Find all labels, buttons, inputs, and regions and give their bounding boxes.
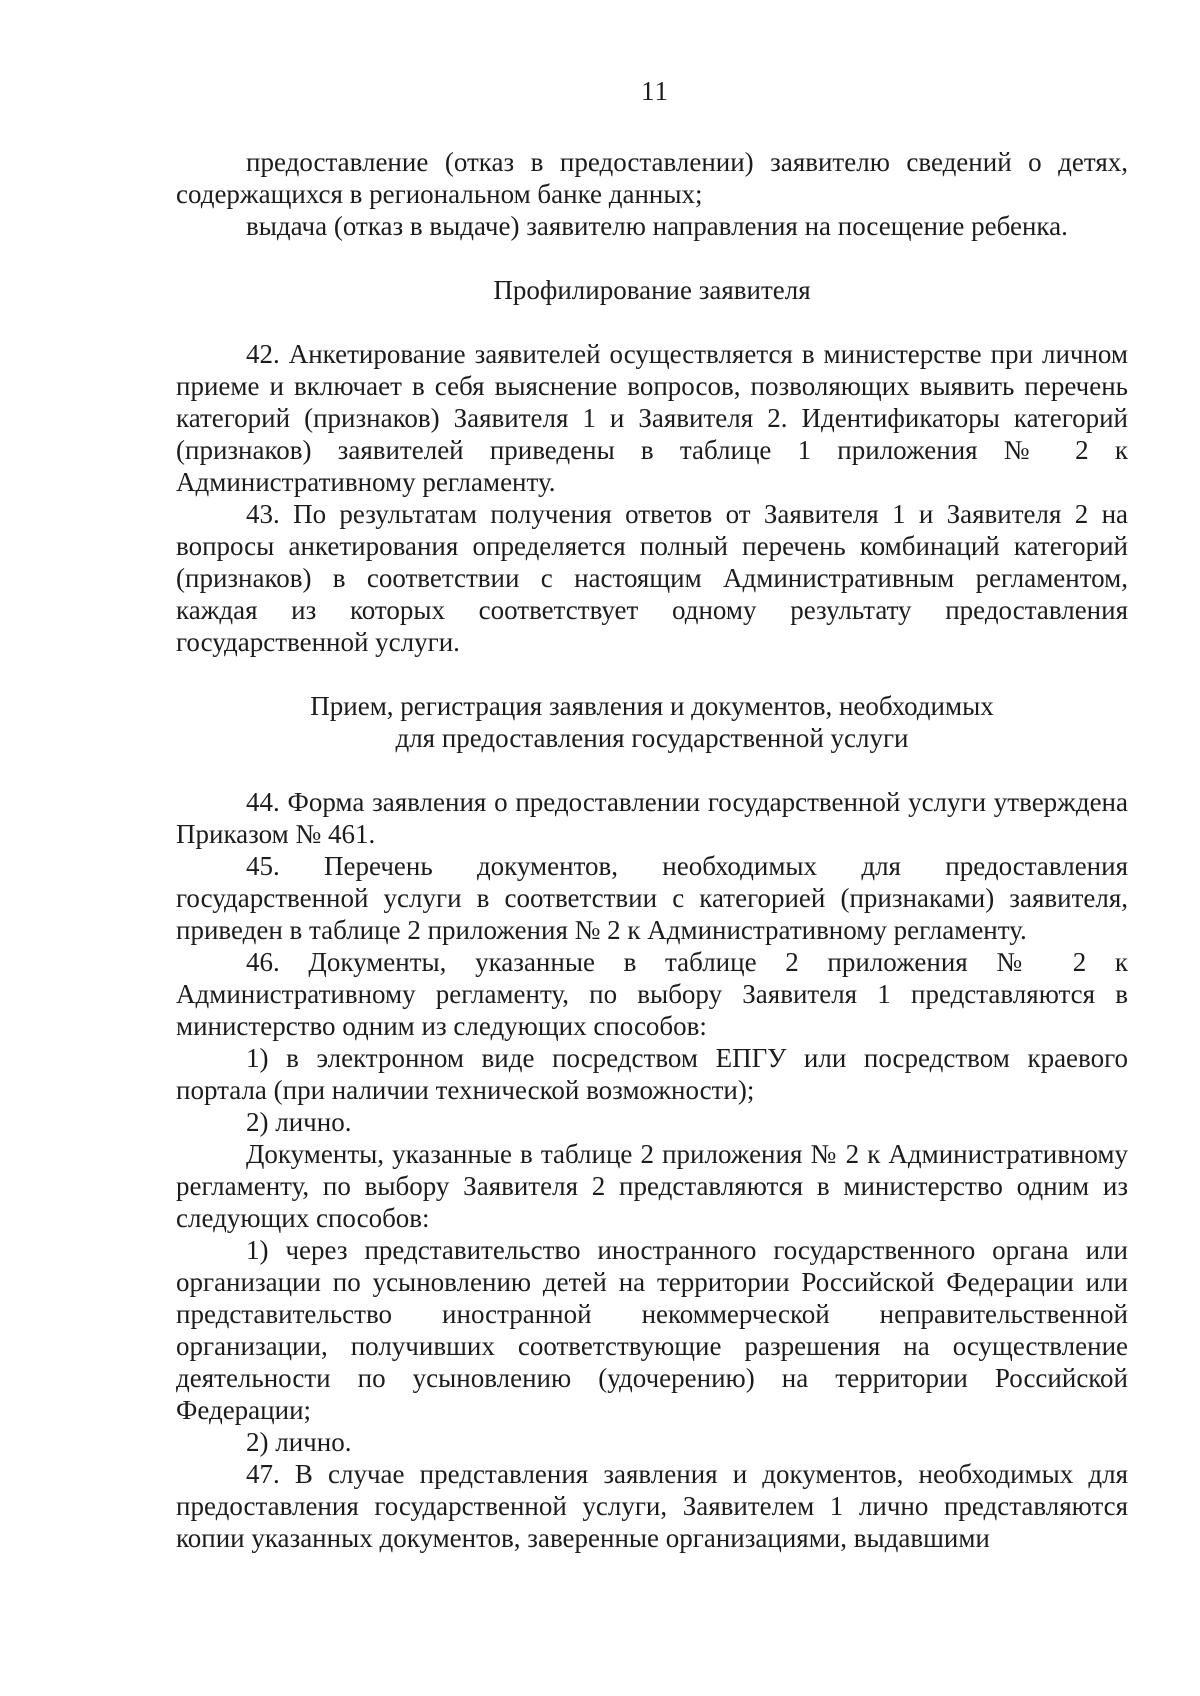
paragraph-46: 46. Документы, указанные в таблице 2 приложения № 2 к Административному регламенту, по выбору Заявителя 1 представляются в министерство одним из следующих способов: xyxy=(176,947,1128,1041)
paragraph-45: 45. Перечень документов, необходимых для предоставления государственной услуги в соответствии с категорией (признаками) заявителя, приведен в таблице 2 приложения № 2 к Административному регламенту. xyxy=(176,851,1128,945)
paragraph: выдача (отказ в выдаче) заявителю направления на посещение ребенка. xyxy=(246,211,1068,241)
section-heading: Профилирование заявителя xyxy=(493,275,811,305)
document-body xyxy=(176,146,1128,1554)
list-item: 1) в электронном виде посредством ЕПГУ или посредством краевого портала (при наличии технической возможности); xyxy=(176,1043,1128,1105)
list-item: 2) лично. xyxy=(246,1427,352,1457)
list-item: 1) через представительство иностранного государственного органа или организации по усыновлению детей на территории Российской Федерации или представительство иностранной некоммерческой неправительственной организации, получивших соответствующие разрешения на осуществление деятельности по усыновлению (удочерению) на территории Российской Федерации; xyxy=(176,1235,1128,1425)
paragraph: предоставление (отказ в предоставлении) заявителю сведений о детях, содержащихся в региональном банке данных; xyxy=(176,147,1128,209)
page-number: 11 xyxy=(641,76,669,106)
paragraph-43: 43. По результатам получения ответов от Заявителя 1 и Заявителя 2 на вопросы анкетирования определяется полный перечень комбинаций категорий (признаков) в соответствии с настоящим Административным регламентом, каждая из которых соответствует одному результату предоставления государственной услуги. xyxy=(176,499,1128,657)
section-heading: Прием, регистрация заявления и документов, необходимых для предоставления государственной услуги xyxy=(310,691,994,753)
paragraph-44: 44. Форма заявления о предоставлении государственной услуги утверждена Приказом № 461. xyxy=(176,787,1128,849)
paragraph: Документы, указанные в таблице 2 приложения № 2 к Административному регламенту, по выбору Заявителя 2 представляются в министерство одним из следующих способов: xyxy=(176,1139,1128,1233)
paragraph-47: 47. В случае представления заявления и документов, необходимых для предоставления государственной услуги, Заявителем 1 лично представляются копии указанных документов, заверенные организациями, выдавшими xyxy=(176,1459,1128,1553)
paragraph-42: 42. Анкетирование заявителей осуществляется в министерстве при личном приеме и включает в себя выяснение вопросов, позволяющих выявить перечень категорий (признаков) Заявителя 1 и Заявителя 2. Идентификаторы категорий (признаков) заявителей приведены в таблице 1 приложения № 2 к Административному регламенту. xyxy=(176,339,1128,497)
list-item: 2) лично. xyxy=(246,1107,352,1137)
